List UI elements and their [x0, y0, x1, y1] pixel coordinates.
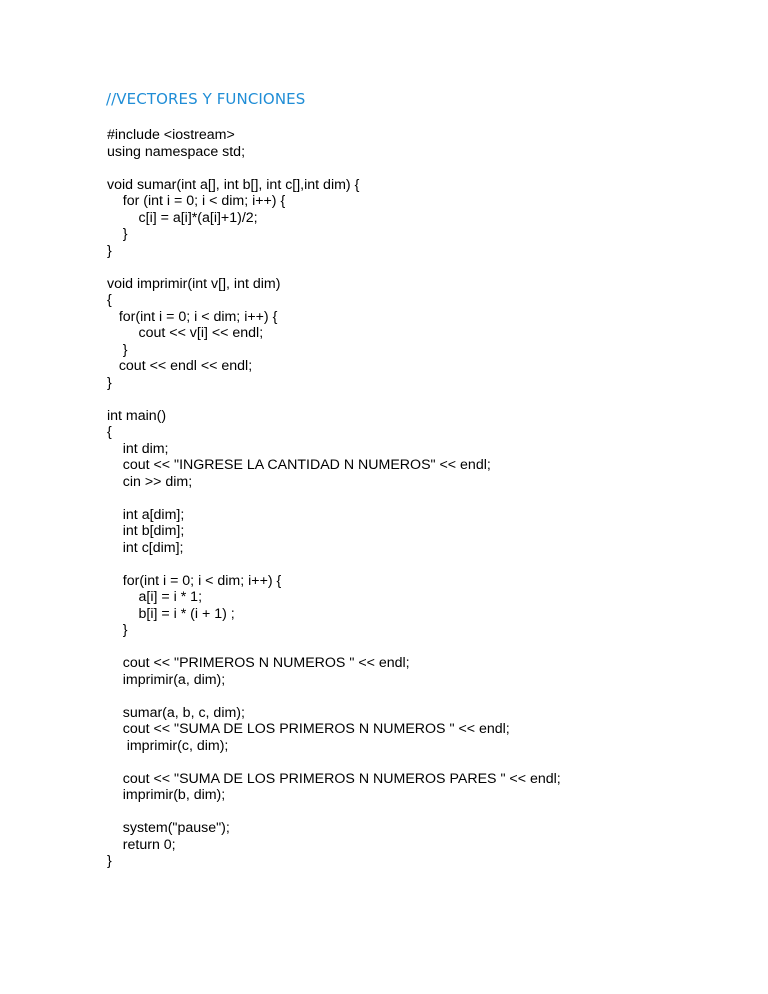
document-title: //VECTORES Y FUNCIONES [106, 90, 306, 108]
code-line: imprimir(b, dim); [107, 787, 226, 803]
code-line: void sumar(int a[], int b[], int c[],int dim) { [107, 176, 360, 193]
code-line: cout << "SUMA DE LOS PRIMEROS N NUMEROS " << endl; [107, 721, 510, 737]
code-line: sumar(a, b, c, dim); [107, 704, 245, 721]
code-line: } [107, 853, 112, 869]
code-line: system("pause"); [107, 820, 230, 836]
code-line: b[i] = i * (i + 1) ; [107, 605, 235, 622]
code-line: int dim; [107, 440, 169, 457]
code-line: c[i] = a[i]*(a[i]+1)/2; [107, 209, 258, 226]
code-line: cout << "SUMA DE LOS PRIMEROS N NUMEROS PARES " << endl; [107, 770, 561, 787]
code-line: cout << "INGRESE LA CANTIDAD N NUMEROS" << endl; [107, 457, 491, 473]
code-line [107, 259, 561, 276]
code-line: cout << "PRIMEROS N NUMEROS " << endl; [107, 655, 410, 671]
code-line: return 0; [107, 836, 176, 853]
code-line: a[i] = i * 1; [107, 589, 203, 605]
code-line: } [107, 341, 128, 358]
code-line [107, 754, 561, 771]
code-line: using namespace std; [107, 143, 246, 160]
code-line: cout << v[i] << endl; [107, 325, 264, 341]
code-line [107, 490, 561, 507]
code-line [107, 639, 561, 656]
code-line: void imprimir(int v[], int dim) [107, 275, 281, 292]
code-line [107, 688, 561, 705]
code-line: int b[dim]; [107, 523, 185, 539]
code-line: for (int i = 0; i < dim; i++) { [107, 193, 286, 209]
code-line: int c[dim]; [107, 539, 184, 556]
code-line [107, 556, 561, 573]
code-line: } [107, 374, 112, 391]
code-line: for(int i = 0; i < dim; i++) { [107, 308, 278, 325]
code-line: int a[dim]; [107, 506, 185, 523]
code-line: imprimir(c, dim); [107, 737, 229, 754]
code-line: for(int i = 0; i < dim; i++) { [107, 572, 282, 589]
code-line: int main() [107, 407, 167, 424]
code-line: } [107, 242, 112, 259]
code-line: imprimir(a, dim); [107, 671, 226, 688]
code-line [107, 160, 561, 177]
code-line [107, 804, 561, 821]
code-block [107, 127, 561, 870]
code-line: #include <iostream> [107, 127, 235, 143]
code-line: } [107, 226, 128, 242]
code-line: { [107, 292, 112, 308]
code-line [107, 391, 561, 408]
code-line: { [107, 424, 112, 440]
code-line: } [107, 622, 128, 638]
code-line: cout << endl << endl; [107, 358, 253, 374]
code-line: cin >> dim; [107, 473, 193, 490]
